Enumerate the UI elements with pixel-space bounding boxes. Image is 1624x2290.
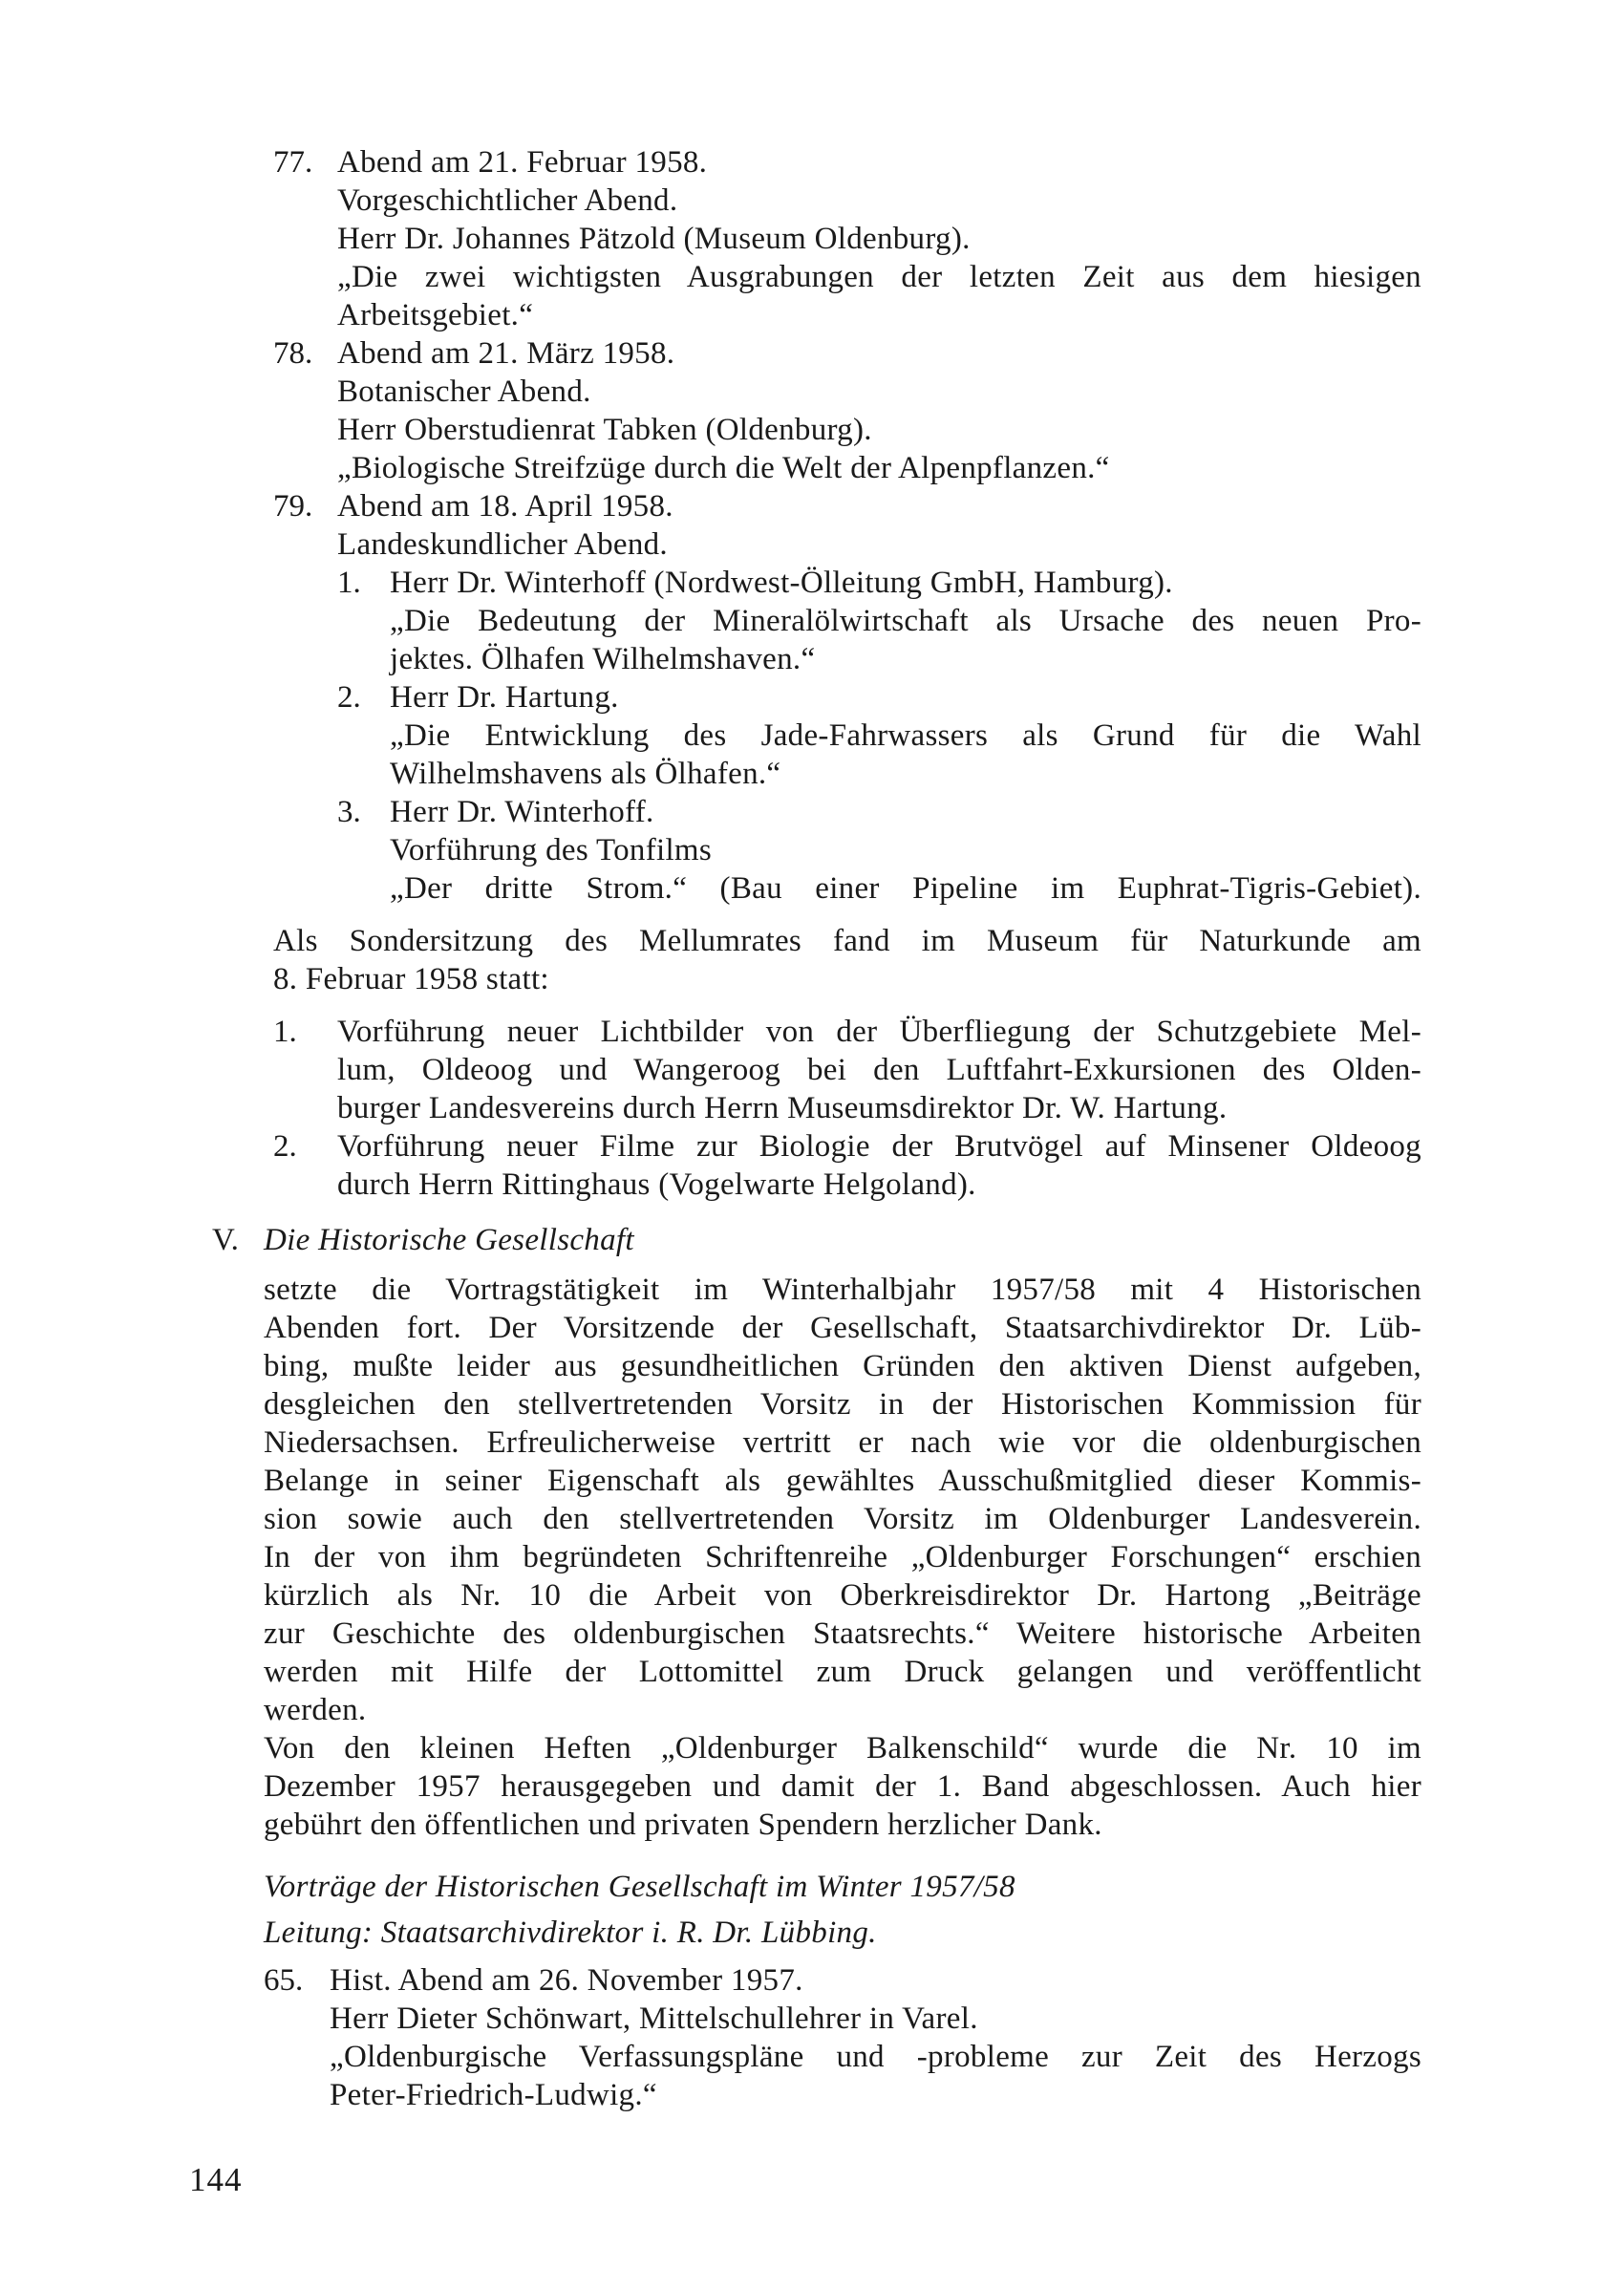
paragraph-line: kürzlich als Nr. 10 die Arbeit von Oberkreisdirektor Dr. Hartong „Beiträge <box>264 1578 1421 1613</box>
paragraph-line: In der von ihm begründeten Schriftenreihe „Oldenburger Forschungen“ erschien <box>264 1540 1421 1574</box>
sub-line: „Die Bedeutung der Mineralölwirtschaft als Ursache des neuen Pro- <box>390 604 1421 638</box>
entry-line: „Oldenburgische Verfassungspläne und -probleme zur Zeit des Herzogs <box>330 2040 1421 2074</box>
item-line: durch Herrn Rittinghaus (Vogelwarte Helgoland). <box>337 1167 976 1202</box>
paragraph-line: desgleichen den stellvertretenden Vorsitz in der Historischen Kommission für <box>264 1387 1421 1422</box>
item-line: burger Landesvereins durch Herrn Museumsdirektor Dr. W. Hartung. <box>337 1091 1228 1125</box>
entry-line: Abend am 21. Februar 1958. <box>337 145 708 180</box>
paragraph-line: Niedersachsen. Erfreulicherweise vertritt er nach wie vor die oldenburgischen <box>264 1425 1421 1460</box>
sub-line: „Die Entwicklung des Jade-Fahrwassers als Grund für die Wahl <box>390 718 1421 753</box>
sub-line: Wilhelmshavens als Ölhafen.“ <box>390 757 781 791</box>
entry-line: „Biologische Streifzüge durch die Welt der Alpenpflanzen.“ <box>337 451 1110 485</box>
entry-line: Botanischer Abend. <box>337 375 591 409</box>
paragraph-line: setzte die Vortragstätigkeit im Winterhalbjahr 1957/58 mit 4 Historischen <box>264 1273 1421 1307</box>
entry-line: Herr Dieter Schönwart, Mittelschullehrer in Varel. <box>330 2001 978 2036</box>
paragraph-line: Abenden fort. Der Vorsitzende der Gesellschaft, Staatsarchivdirektor Dr. Lüb- <box>264 1311 1421 1345</box>
paragraph-line: Als Sondersitzung des Mellumrates fand im Museum für Naturkunde am <box>273 924 1421 958</box>
sub-line: Vorführung des Tonfilms <box>390 833 713 867</box>
paragraph-line: gebührt den öffentlichen und privaten Spendern herzlicher Dank. <box>264 1808 1102 1842</box>
entry-line: Vorgeschichtlicher Abend. <box>337 183 678 218</box>
paragraph-line: zur Geschichte des oldenburgischen Staatsrechts.“ Weitere historische Arbeiten <box>264 1616 1421 1651</box>
section-number: V. <box>212 1223 239 1257</box>
item-number: 2. <box>273 1129 297 1164</box>
entry-line: Arbeitsgebiet.“ <box>337 298 534 332</box>
sub-number: 1. <box>337 566 361 600</box>
entry-line: Herr Oberstudienrat Tabken (Oldenburg). <box>337 413 872 447</box>
paragraph-line: Dezember 1957 herausgegeben und damit der 1. Band abgeschlossen. Auch hier <box>264 1769 1421 1804</box>
paragraph-line: bing, mußte leider aus gesundheitlichen Gründen den aktiven Dienst aufgeben, <box>264 1349 1421 1383</box>
entry-number: 79. <box>273 489 313 524</box>
lectures-heading: Vorträge der Historischen Gesellschaft im Winter 1957/58 <box>264 1870 1015 1904</box>
item-line: Vorführung neuer Filme zur Biologie der Brutvögel auf Minsener Oldeoog <box>337 1129 1421 1164</box>
paragraph-line: werden. <box>264 1693 367 1727</box>
sub-line: Herr Dr. Winterhoff. <box>390 795 654 829</box>
entry-line: Abend am 21. März 1958. <box>337 336 675 371</box>
sub-line: „Der dritte Strom.“ (Bau einer Pipeline im Euphrat-Tigris-Gebiet). <box>390 871 1421 906</box>
page-number: 144 <box>189 2161 243 2198</box>
sub-number: 2. <box>337 680 361 715</box>
entry-line: Herr Dr. Johannes Pätzold (Museum Oldenburg). <box>337 222 971 256</box>
entry-number: 77. <box>273 145 313 180</box>
item-line: lum, Oldeoog und Wangeroog bei den Luftfahrt-Exkursionen des Olden- <box>337 1053 1421 1087</box>
paragraph-line: werden mit Hilfe der Lottomittel zum Druck gelangen und veröffentlicht <box>264 1655 1421 1689</box>
entry-line: Landeskundlicher Abend. <box>337 527 668 562</box>
sub-line: jektes. Ölhafen Wilhelmshaven.“ <box>390 642 816 676</box>
item-number: 1. <box>273 1015 297 1049</box>
item-line: Vorführung neuer Lichtbilder von der Überfliegung der Schutzgebiete Mel- <box>337 1015 1421 1049</box>
paragraph-line: Von den kleinen Heften „Oldenburger Balkenschild“ wurde die Nr. 10 im <box>264 1731 1421 1766</box>
entry-number: 65. <box>264 1963 304 1998</box>
entry-number: 78. <box>273 336 313 371</box>
entry-line: Hist. Abend am 26. November 1957. <box>330 1963 803 1998</box>
section-title: Die Historische Gesellschaft <box>264 1223 634 1257</box>
lectures-leader: Leitung: Staatsarchivdirektor i. R. Dr. Lübbing. <box>264 1915 877 1950</box>
sub-line: Herr Dr. Winterhoff (Nordwest-Ölleitung GmbH, Hamburg). <box>390 566 1173 600</box>
paragraph-line: Belange in seiner Eigenschaft als gewähltes Ausschußmitglied dieser Kommis- <box>264 1464 1421 1498</box>
paragraph-line: sion sowie auch den stellvertretenden Vorsitz im Oldenburger Landesverein. <box>264 1502 1421 1536</box>
paragraph-line: 8. Februar 1958 statt: <box>273 962 549 996</box>
entry-line: „Die zwei wichtigsten Ausgrabungen der letzten Zeit aus dem hiesigen <box>337 260 1421 294</box>
entry-line: Peter-Friedrich-Ludwig.“ <box>330 2078 657 2112</box>
entry-line: Abend am 18. April 1958. <box>337 489 673 524</box>
sub-number: 3. <box>337 795 361 829</box>
sub-line: Herr Dr. Hartung. <box>390 680 619 715</box>
